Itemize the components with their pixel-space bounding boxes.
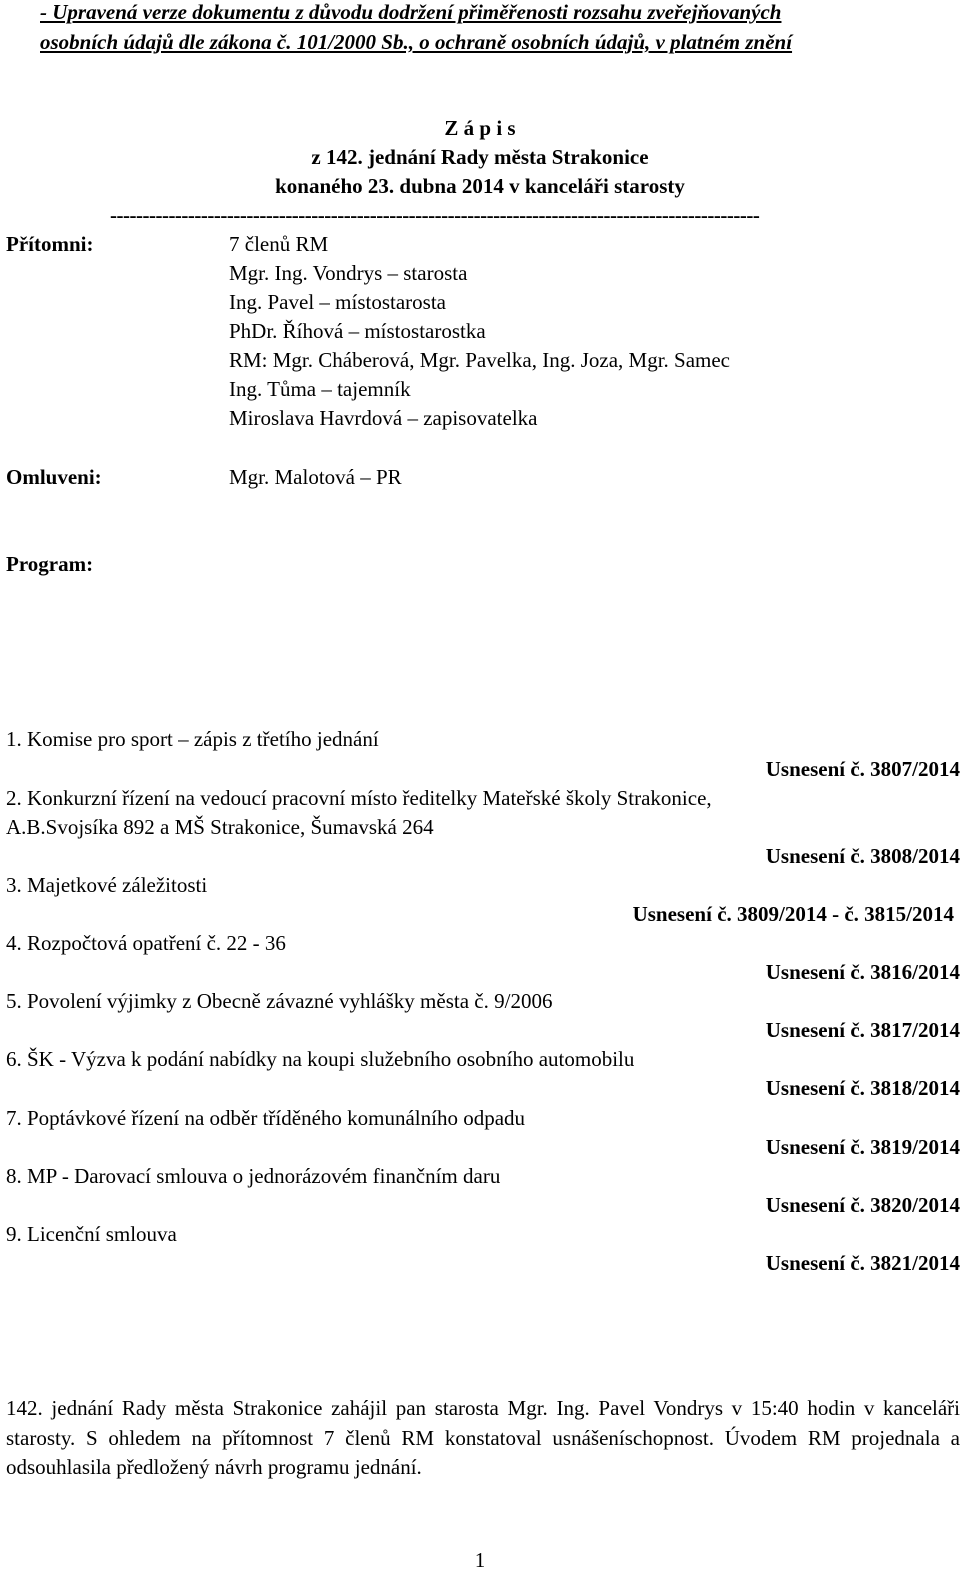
meeting-subtitle: z 142. jednání Rady města Strakonice (311, 145, 649, 169)
resolution-number: Usnesení č. 3817/2014 (765, 1018, 960, 1042)
resolution-number: Usnesení č. 3809/2014 - č. 3815/2014 (632, 902, 954, 926)
program-item: 7. Poptávkové řízení na odběr tříděného komunálního odpadu (6, 1106, 526, 1130)
resolution-number: Usnesení č. 3816/2014 (765, 960, 960, 984)
program-item: 2. Konkurzní řízení na vedoucí pracovní místo ředitelky Mateřské školy Strakonice, (6, 786, 712, 810)
attendee-line: Miroslava Havrdová – zapisovatelka (229, 406, 538, 430)
attendee-line: PhDr. Říhová – místostarostka (229, 319, 486, 343)
excused-person: Mgr. Malotová – PR (229, 465, 402, 489)
attendee-line: Ing. Tůma – tajemník (229, 377, 411, 401)
header-separator: ---------------------------------------------------------------------------------------------------- (110, 203, 760, 227)
resolution-number: Usnesení č. 3821/2014 (765, 1251, 960, 1275)
program-item: 6. ŠK - Výzva k podání nabídky na koupi služebního osobního automobilu (6, 1047, 635, 1071)
program-item: 9. Licenční smlouva (6, 1222, 177, 1246)
page-number: 1 (474, 1548, 486, 1572)
attendee-line: RM: Mgr. Cháberová, Mgr. Pavelka, Ing. Joza, Mgr. Samec (229, 348, 731, 372)
document-title: Z á p i s (444, 116, 516, 140)
program-item: 5. Povolení výjimky z Obecně závazné vyhlášky města č. 9/2006 (6, 989, 553, 1013)
resolution-number: Usnesení č. 3820/2014 (765, 1193, 960, 1217)
program-item: 1. Komise pro sport – zápis z třetího jednání (6, 727, 379, 751)
present-label: Přítomni: (6, 232, 94, 256)
intro-paragraph: 142. jednání Rady města Strakonice zahájil pan starosta Mgr. Ing. Pavel Vondrys v 15:40 hodin v kanceláři starosty. S ohledem na přítomnost 7 členů RM konstatoval usnášeníschopnost. Úvodem RM projednala a odsouhlasila předložený návrh programu jednání. (6, 1396, 960, 1479)
program-item-continuation: A.B.Svojsíka 892 a MŠ Strakonice, Šumavská 264 (6, 815, 434, 839)
program-item: 4. Rozpočtová opatření č. 22 - 36 (6, 931, 286, 955)
attendee-line: Mgr. Ing. Vondrys – starosta (229, 261, 468, 285)
attendee-line: Ing. Pavel – místostarosta (229, 290, 446, 314)
resolution-number: Usnesení č. 3807/2014 (765, 757, 960, 781)
anonymization-notice-line-1: - Upravená verze dokumentu z důvodu dodržení přiměřenosti rozsahu zveřejňovaných (40, 0, 782, 24)
program-item: 8. MP - Darovací smlouva o jednorázovém finančním daru (6, 1164, 501, 1188)
program-item: 3. Majetkové záležitosti (6, 873, 208, 897)
program-label: Program: (6, 552, 94, 576)
anonymization-notice-line-2: osobních údajů dle zákona č. 101/2000 Sb., o ochraně osobních údajů, v platném znění (40, 30, 793, 54)
meeting-date-place: konaného 23. dubna 2014 v kanceláři starosty (275, 174, 685, 198)
attendee-line: 7 členů RM (229, 232, 329, 256)
excused-label: Omluveni: (6, 465, 102, 489)
resolution-number: Usnesení č. 3818/2014 (765, 1076, 960, 1100)
resolution-number: Usnesení č. 3808/2014 (765, 844, 960, 868)
resolution-number: Usnesení č. 3819/2014 (765, 1135, 960, 1159)
